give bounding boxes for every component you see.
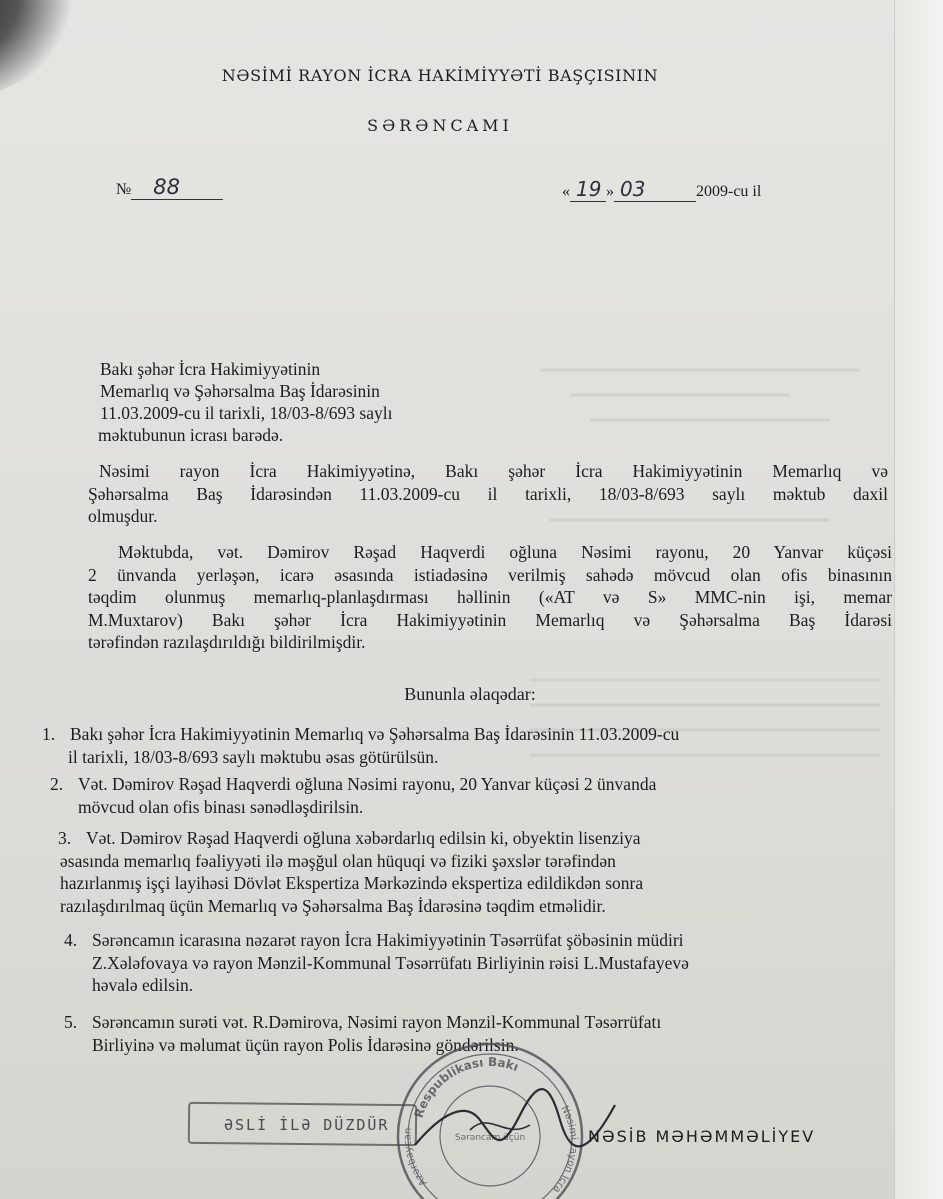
date-month-handwritten: 03 bbox=[614, 177, 696, 202]
item-line: mövcud olan ofis binası sənədləşdirilsin. bbox=[78, 796, 364, 817]
item-line: Bakı şəhər İcra Hakimiyyətinin Memarlıq və Şəhərsalma Baş İdarəsinin 11.03.2009-cu bbox=[70, 724, 680, 744]
date-close-quote: » bbox=[606, 183, 614, 200]
item-number: 1. bbox=[42, 724, 56, 744]
decree-number bbox=[116, 175, 223, 200]
item-number: 5. bbox=[64, 1012, 78, 1032]
handwritten-signature bbox=[410, 1075, 620, 1175]
item-line: Birliyinə və məlumat üçün rayon Polis İdarəsinə göndərilsin. bbox=[92, 1034, 519, 1055]
resolution-item bbox=[42, 723, 892, 771]
item-line: hazırlanmış işçi layihəsi Dövlət Ekspertiza Mərkəzində ekspertiza edildikdən sonra bbox=[60, 873, 644, 893]
item-line: razılaşdırılmaq üçün Memarlıq və Şəhərsalma Baş İdarəsinə təqdim etməlidir. bbox=[60, 895, 606, 916]
item-line: həvalə edilsin. bbox=[92, 975, 194, 995]
seal-center-text: Sərəncam üçün bbox=[454, 1133, 526, 1143]
seal-right-text: Nəsimi rayon İcra bbox=[550, 1104, 579, 1195]
paragraph-letter-content bbox=[88, 541, 892, 654]
paragraph-line: tərəfindən razılaşdırıldığı bildirilmişdir. bbox=[88, 632, 366, 652]
paragraph-line: M.Muxtarov) Bakı şəhər İcra Hakimiyyətinin Memarlıq və Şəhərsalma Baş İdarəsi bbox=[88, 609, 892, 630]
document-type-title: SƏRƏNCAMI bbox=[367, 116, 513, 135]
item-text bbox=[92, 929, 689, 997]
date-year: 2009-cu il bbox=[696, 183, 762, 200]
item-line: Vət. Dəmirov Rəşad Haqverdi oğluna Nəsimi rayonu, 20 Yanvar küçəsi 2 ünvanda bbox=[78, 774, 657, 794]
item-line: Vət. Dəmirov Rəşad Haqverdi oğluna xəbərdarlıq edilsin ki, obyektin lisenziya bbox=[86, 828, 641, 848]
seal-left-text: Azərbaycan bbox=[402, 1127, 430, 1188]
item-line: Z.Xələfovaya və rayon Mənzil-Kommunal Təsərrüfatı Birliyinin rəisi L.Mustafayevə bbox=[92, 952, 689, 973]
subject-line: Memarlıq və Şəhərsalma Baş İdarəsinin bbox=[100, 381, 380, 401]
paragraph-line: Nəsimi rayon İcra Hakimiyyətinə, Bakı şəhər İcra Hakimiyyətinin Memarlıq və bbox=[99, 461, 888, 481]
paragraph-line: 2 ünvanda yerləşən, icarə əsasında istiadəsinə verilmiş sahədə mövcud olan ofis binasının bbox=[88, 564, 892, 585]
item-number: 2. bbox=[50, 774, 64, 794]
number-sign: № bbox=[116, 181, 132, 198]
resolution-heading: Bununla əlaqədar: bbox=[404, 684, 536, 704]
subject-block bbox=[100, 358, 392, 446]
subject-line: Bakı şəhər İcra Hakimiyyətinin bbox=[100, 359, 321, 379]
paragraph-intro bbox=[88, 460, 888, 528]
item-line: il tarixli, 18/03-8/693 saylı məktubu əsas götürülsün. bbox=[68, 746, 439, 767]
item-line: Sərəncamın surəti vət. R.Dəmirova, Nəsimi rayon Mənzil-Kommunal Təsərrüfatı bbox=[92, 1012, 662, 1032]
signatory-name: NƏSİB MƏHƏMMƏLİYEV bbox=[588, 1127, 816, 1146]
item-line: əsasında memarlıq fəaliyyəti ilə məşğul olan hüquqi və fiziki şəxslər tərəfindən bbox=[60, 850, 616, 871]
paragraph-line: təqdim olunmuş memarlıq-planlaşdırması həllinin («AT və S» MMC-nin işi, memar bbox=[88, 587, 892, 607]
decree-date bbox=[562, 177, 761, 202]
item-text bbox=[60, 827, 644, 917]
date-open-quote: « bbox=[562, 183, 570, 200]
item-number: 3. bbox=[58, 828, 72, 848]
document-issuer: NƏSİMİ RAYON İCRA HAKİMİYYƏTİ BAŞÇISININ bbox=[221, 66, 659, 85]
decree-number-handwritten: 88 bbox=[131, 175, 223, 200]
resolution-item bbox=[50, 773, 890, 821]
resolution-item bbox=[64, 929, 884, 999]
item-text bbox=[78, 773, 656, 818]
subject-line: 11.03.2009-cu il tarixli, 18/03-8/693 saylı bbox=[100, 403, 393, 423]
underlying-sheet-edge bbox=[894, 0, 943, 1199]
item-number: 4. bbox=[64, 930, 78, 950]
date-day-handwritten: 19 bbox=[570, 177, 606, 202]
certified-copy-stamp-text: ƏSLİ İLƏ DÜZDÜR bbox=[224, 1116, 390, 1134]
paragraph-line: Şəhərsalma Baş İdarəsindən 11.03.2009-cu il tarixli, 18/03-8/693 saylı məktub daxil bbox=[88, 483, 888, 504]
paragraph-line: olmuşdur. bbox=[88, 506, 158, 526]
item-line: Sərəncamın icarasına nəzarət rayon İcra Hakimiyyətinin Təsərrüfat şöbəsinin müdiri bbox=[92, 930, 684, 950]
paragraph-line: Məktubda, vət. Dəmirov Rəşad Haqverdi oğluna Nəsimi rayonu, 20 Yanvar küçəsi bbox=[118, 542, 892, 562]
item-text bbox=[70, 723, 679, 768]
subject-line: məktubunun icrası barədə. bbox=[98, 425, 284, 445]
resolution-item bbox=[58, 827, 888, 919]
seal-top-text: Respublikası Bakı bbox=[411, 1054, 521, 1120]
page-corner-shadow bbox=[0, 0, 99, 104]
